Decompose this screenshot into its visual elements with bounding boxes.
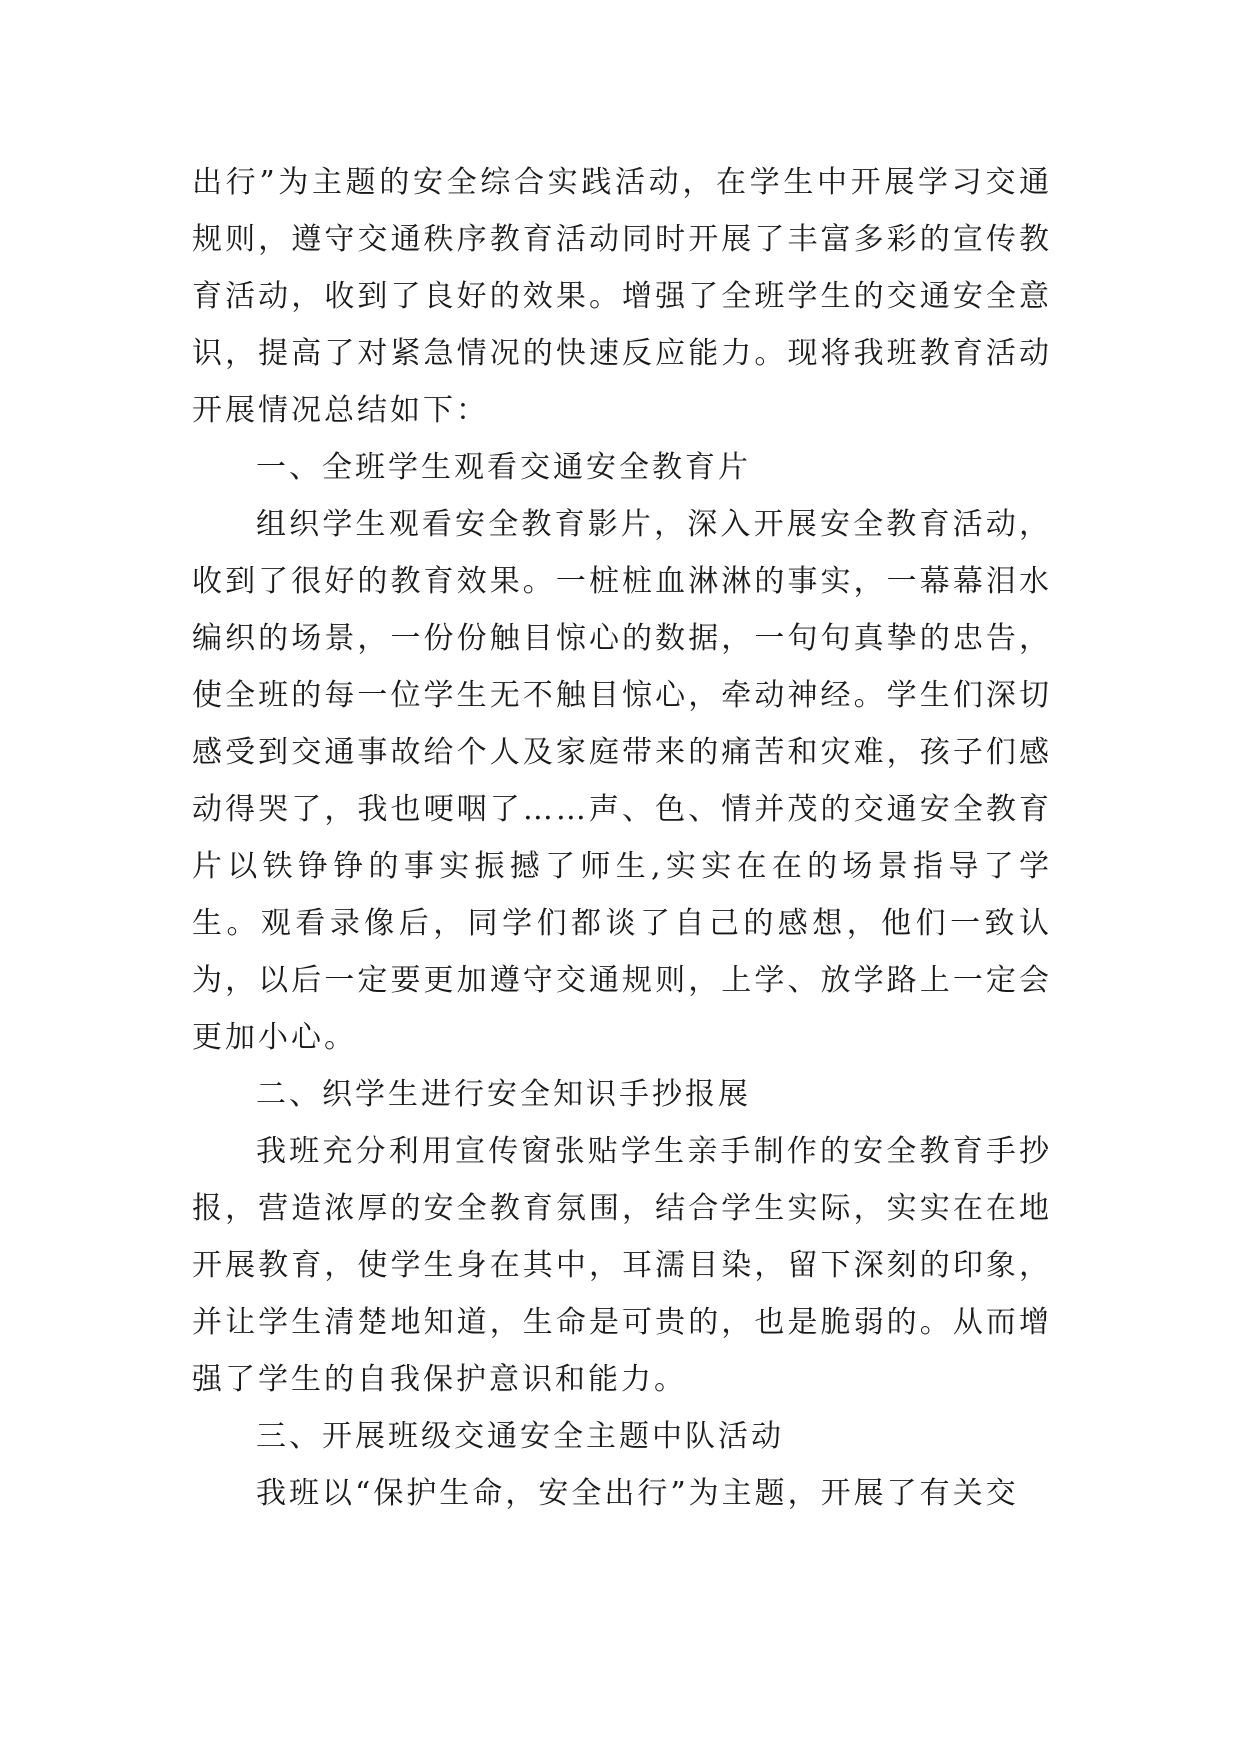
paragraph-section-1: 组织学生观看安全教育影片，深入开展安全教育活动，收到了很好的教育效果。一桩桩血淋淋的事实，一幕幕泪水编织的场景，一份份触目惊心的数据，一句句真挚的忠告，使全班的每一位学生无不触目惊心，牵动神经。学生们深切感受到交通事故给个人及家庭带来的痛苦和灾难，孩子们感动得哭了，我也哽咽了……声、色、情并茂的交通安全教育片以铁铮铮的事实振撼了师生,实实在在的场景指导了学生。观看录像后，同学们都谈了自己的感想，他们一致认为，以后一定要更加遵守交通规则，上学、放学路上一定会更加小心。 — [192, 507, 1052, 1055]
paragraph-intro: 出行”为主题的安全综合实践活动，在学生中开展学习交通规则，遵守交通秩序教育活动同时开展了丰富多彩的宣传教育活动，收到了良好的效果。增强了全班学生的交通安全意识，提高了对紧急情况的快速反应能力。现将我班教育活动开展情况总结如下： — [192, 165, 1052, 428]
paragraph-section-2: 我班充分利用宣传窗张贴学生亲手制作的安全教育手抄报，营造浓厚的安全教育氛围，结合学生实际，实实在在地开展教育，使学生身在其中，耳濡目染，留下深刻的印象，并让学生清楚地知道，生命是可贵的，也是脆弱的。从而增强了学生的自我保护意识和能力。 — [192, 1134, 1052, 1397]
heading-section-3: 三、开展班级交通安全主题中队活动 — [256, 1419, 784, 1454]
paragraph-section-3: 我班以“保护生命，安全出行”为主题，开展了有关交 — [256, 1476, 1019, 1511]
heading-section-2: 二、织学生进行安全知识手抄报展 — [256, 1077, 751, 1112]
document-body — [192, 154, 1052, 1522]
heading-section-1: 一、全班学生观看交通安全教育片 — [256, 450, 751, 485]
